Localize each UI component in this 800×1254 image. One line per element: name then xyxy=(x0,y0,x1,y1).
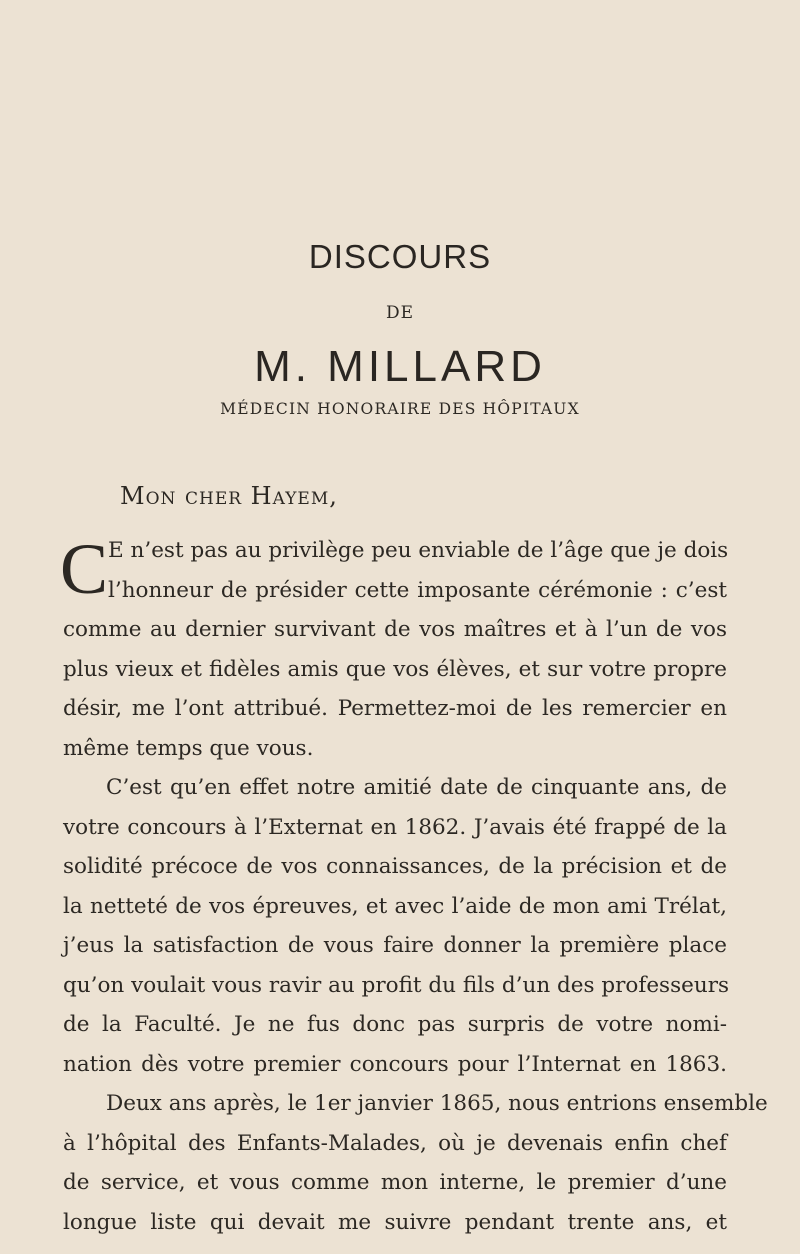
text-line: longue liste qui devait me suivre pendant trente ans, et xyxy=(63,1209,727,1235)
text-line: à l’hôpital des Enfants-Malades, où je devenais enfin chef xyxy=(63,1130,727,1156)
text-line: de la Faculté. Je ne fus donc pas surpris de votre nomi- xyxy=(63,1012,727,1037)
page-title: DISCOURS xyxy=(308,238,492,275)
author-subtitle: MÉDECIN HONORAIRE DES HÔPITAUX xyxy=(220,400,580,418)
text-line: C’est qu’en effet notre amitié date de cinquante ans, de xyxy=(106,775,727,800)
text-line: solidité précoce de vos connaissances, de la précision et de xyxy=(63,854,727,879)
author-name: M. MILLARD xyxy=(254,342,546,391)
title-connector: DE xyxy=(385,303,415,323)
text-line: plus vieux et fidèles amis que vos élèves, et sur votre propre xyxy=(63,656,727,682)
drop-cap: C xyxy=(60,529,109,609)
text-line: de service, et vous comme mon interne, le premier d’une xyxy=(63,1170,727,1195)
text-line: désir, me l’ont attribué. Permettez-moi de les remercier en xyxy=(63,696,727,721)
body-text xyxy=(60,529,768,1242)
text-line: Deux ans après, le 1er janvier 1865, nous entrions ensemble xyxy=(106,1091,768,1116)
text-line: j’eus la satisfaction de vous faire donner la première place xyxy=(63,933,727,958)
text-line: comme au dernier survivant de vos maîtres et à l’un de vos xyxy=(63,617,727,642)
text-line: E n’est pas au privilège peu enviable de l’âge que je dois xyxy=(108,538,729,563)
text-line: votre concours à l’Externat en 1862. J’avais été frappé de la xyxy=(63,814,727,840)
text-line: l’honneur de présider cette imposante cérémonie : c’est xyxy=(108,577,727,603)
salutation: Mon cher Hayem, xyxy=(120,482,338,510)
dropcap-block xyxy=(60,529,729,610)
text-line: nation dès votre premier concours pour l’Internat en 1863. xyxy=(63,1051,727,1077)
text-line: même temps que vous. xyxy=(63,735,314,761)
text-line: qu’on voulait vous ravir au profit du fils d’un des professeurs xyxy=(63,972,730,998)
text-line: la netteté de vos épreuves, et avec l’aide de mon ami Trélat, xyxy=(63,893,727,919)
